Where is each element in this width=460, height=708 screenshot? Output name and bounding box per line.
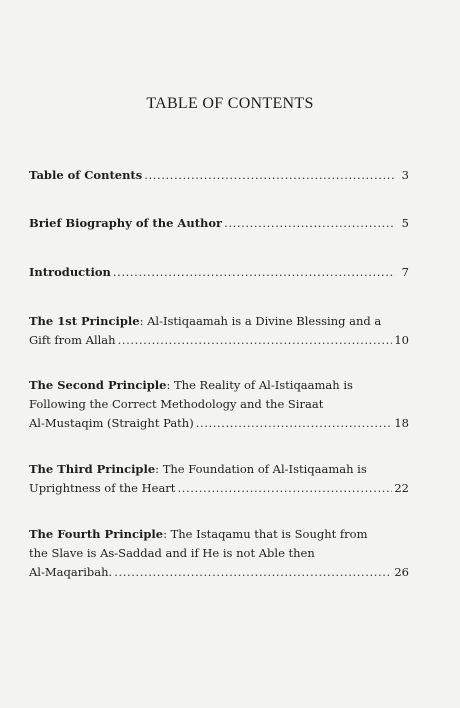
leader-dots: [114, 563, 392, 582]
toc-page-number: 7: [401, 265, 409, 279]
toc-entry-text: the Slave is As-Saddad and if He is not Able then: [29, 546, 315, 560]
toc-entry-text: : Al-Istiqaamah is a Divine Blessing and a: [139, 314, 382, 328]
toc-entry-line: [29, 166, 409, 185]
toc-entry-text: Al-Mustaqim (Straight Path): [29, 416, 194, 430]
toc-entry-text: Al-Maqaribah.: [29, 565, 113, 579]
toc-entry-table-of-contents[interactable]: [29, 166, 409, 185]
toc-page-number: 10: [394, 333, 409, 347]
toc-entry-line: [29, 312, 409, 331]
toc-entry-text: Uprightness of the Heart: [29, 481, 176, 495]
toc-entry-line: [29, 460, 409, 479]
toc-entry-label: Brief Biography of the Author: [29, 216, 223, 230]
toc-entry-line: [29, 331, 409, 350]
toc-entry-line: [29, 263, 409, 282]
toc-entry-biography[interactable]: [29, 214, 409, 233]
leader-dots: [224, 214, 395, 233]
toc-entry-line: [29, 544, 409, 563]
toc-entry-text: : The Reality of Al-Istiqaamah is: [166, 378, 353, 392]
toc-entry-heading: The 1st Principle: [29, 314, 140, 328]
toc-entry-third-principle[interactable]: [29, 460, 409, 498]
toc-entry-text: : The Foundation of Al-Istiqaamah is: [155, 462, 367, 476]
toc-entry-line: [29, 395, 409, 414]
leader-dots: [144, 166, 395, 185]
toc-page-number: 18: [394, 416, 409, 430]
toc-entry-fourth-principle[interactable]: [29, 525, 409, 582]
toc-entry-line: [29, 414, 409, 433]
leader-dots: [196, 414, 393, 433]
page-title: TABLE OF CONTENTS: [146, 95, 314, 112]
leader-dots: [177, 479, 392, 498]
toc-entry-introduction[interactable]: [29, 263, 409, 282]
toc-entry-second-principle[interactable]: [29, 376, 409, 433]
toc-page-number: 26: [394, 565, 409, 579]
leader-dots: [118, 331, 393, 350]
toc-page-number: 5: [401, 216, 409, 230]
toc-entry-line: [29, 479, 409, 498]
toc-entry-label: Introduction: [29, 265, 111, 279]
toc-entry-heading: The Fourth Principle: [29, 527, 164, 541]
toc-page-number: 3: [401, 168, 409, 182]
toc-entry-heading: The Third Principle: [29, 462, 156, 476]
toc-entry-line: [29, 376, 409, 395]
toc-page-number: 22: [394, 481, 409, 495]
toc-entry-label: Table of Contents: [29, 168, 143, 182]
toc-entry-text: Following the Correct Methodology and the Siraat: [29, 397, 324, 411]
toc-entry-line: [29, 214, 409, 233]
toc-entry-line: [29, 563, 409, 582]
leader-dots: [113, 263, 395, 282]
toc-entry-heading: The Second Principle: [29, 378, 167, 392]
toc-entry-text: : The Istaqamu that is Sought from: [163, 527, 368, 541]
toc-entry-text: Gift from Allah: [29, 333, 116, 347]
toc-entry-line: [29, 525, 409, 544]
toc-entry-1st-principle[interactable]: [29, 312, 409, 350]
